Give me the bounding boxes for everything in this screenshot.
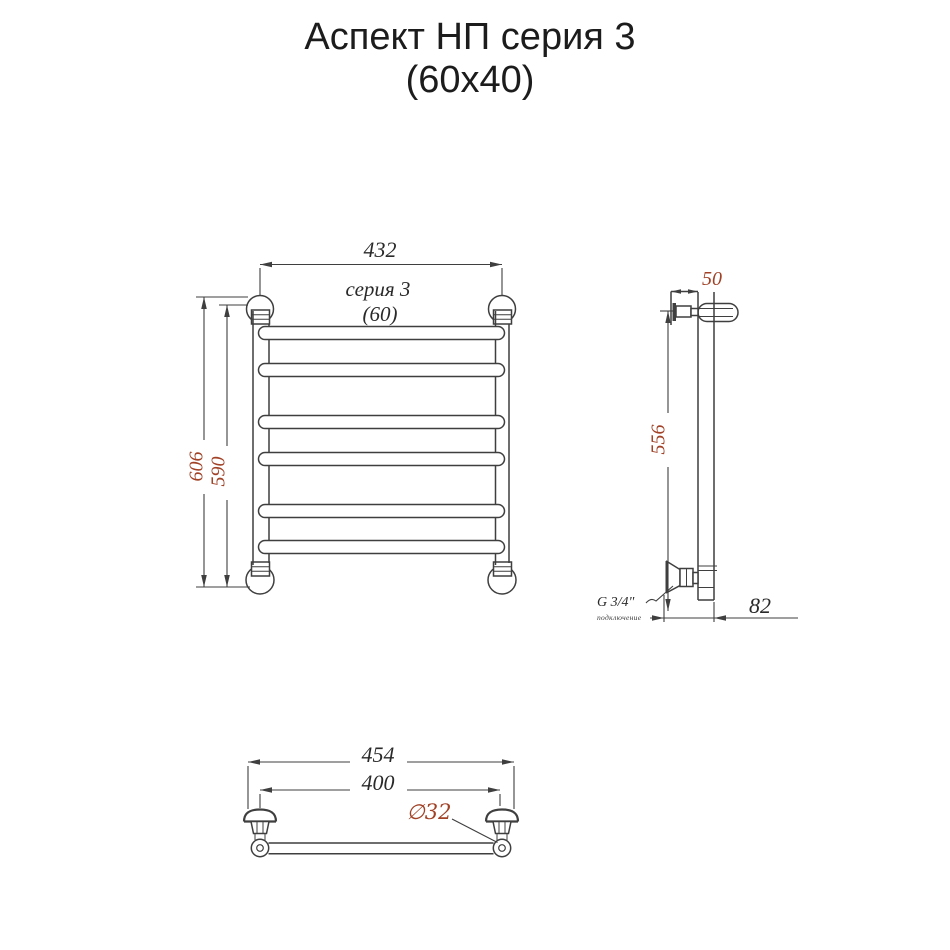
dim-width-400: 400 [361,770,395,795]
series-size-label: (60) [362,302,398,326]
thread-note-label: подключение [597,613,642,622]
series-label: серия 3 [345,277,411,301]
dim-diameter-32: ∅32 [406,800,452,824]
dim-height-590: 590 [207,456,230,487]
dim-height-556: 556 [647,424,670,455]
dim-height-606: 606 [185,451,208,482]
page-subtitle-size: (60x40) [405,58,535,101]
title-block [90,16,850,101]
thread-label: G 3/4" [597,595,635,610]
dim-depth-82: 82 [749,593,771,618]
dim-depth-50: 50 [702,268,722,290]
dim-width-454: 454 [361,742,395,767]
dim-width-432: 432 [363,237,397,262]
page-title: Аспект НП серия 3 [304,16,636,58]
